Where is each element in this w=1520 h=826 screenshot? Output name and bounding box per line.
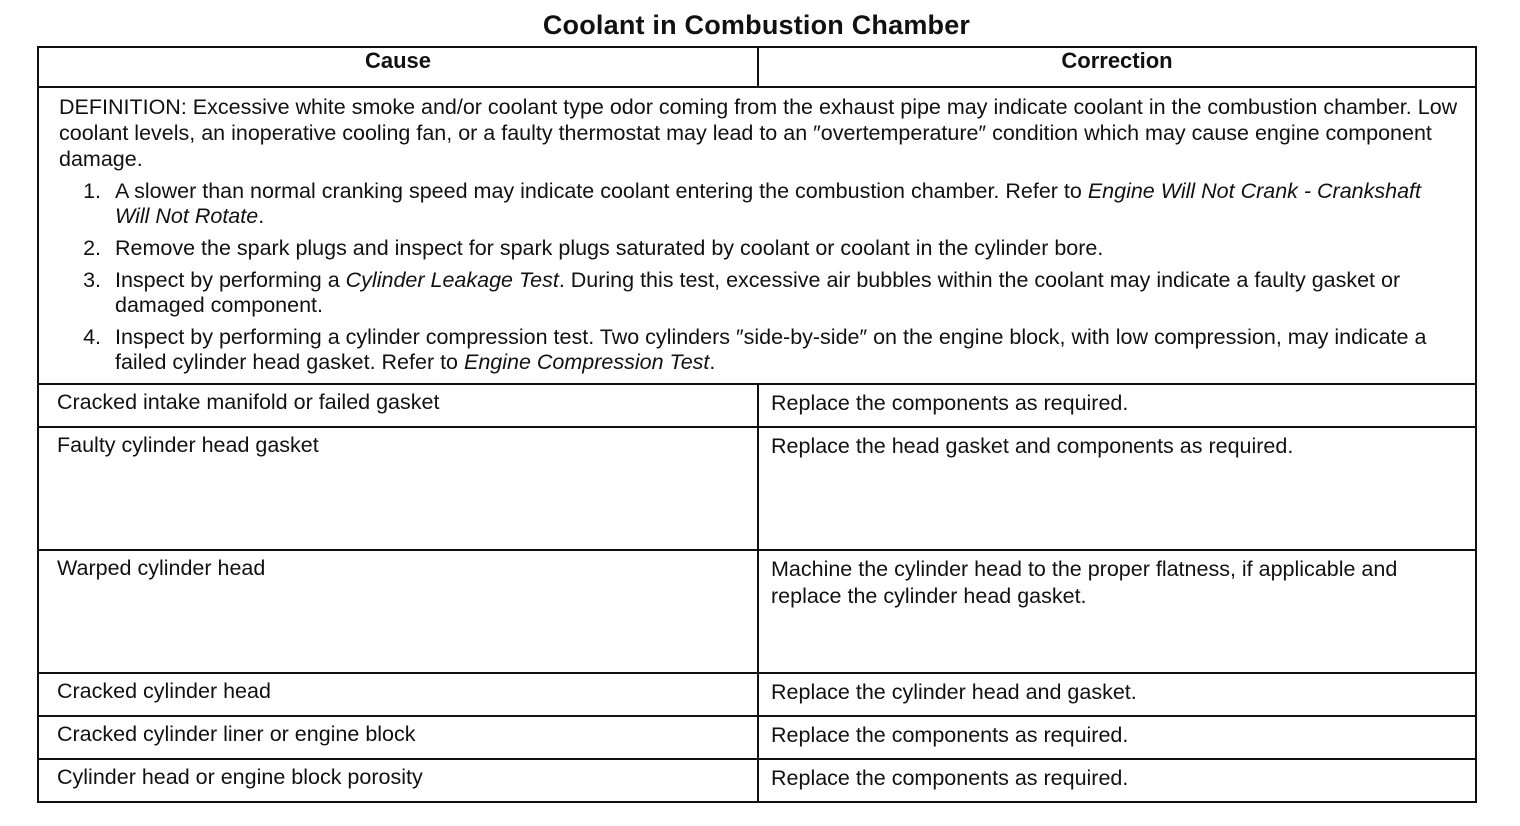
step-text [115,236,1459,261]
cause-cell: Cracked cylinder liner or engine block [38,716,758,759]
step-text-end: . [709,350,716,374]
step-text-end: . During this test, excessive air bubbles within the coolant may indicate a faulty gasket or damaged component. [115,268,1401,317]
step-text-plain: Inspect by performing a [115,268,346,292]
correction-cell: Replace the cylinder head and gasket. [758,673,1476,716]
correction-cell: Replace the components as required. [758,759,1476,802]
step-item [59,325,1459,375]
correction-header: Correction [758,47,1476,87]
step-text [115,325,1459,375]
table-row [38,716,1476,759]
step-number: 2. [83,236,101,260]
correction-cell: Machine the cylinder head to the proper flatness, if applicable and replace the cylinder head gasket. [758,550,1476,673]
step-reference: Engine Will Not Crank - Crankshaft Will Not Rotate [115,179,1421,228]
cause-cell: Faulty cylinder head gasket [38,427,758,550]
step-number: 3. [83,268,101,292]
cause-cell: Cracked cylinder head [38,673,758,716]
cause-cell: Warped cylinder head [38,550,758,673]
step-text [115,179,1459,229]
correction-cell: Replace the components as required. [758,384,1476,427]
diagnosis-table [37,46,1477,803]
definition-row [38,87,1476,384]
step-number: 1. [83,179,101,203]
cause-cell: Cracked intake manifold or failed gasket [38,384,758,427]
cause-cell: Cylinder head or engine block porosity [38,759,758,802]
steps-list [59,179,1459,375]
step-text-plain: A slower than normal cranking speed may indicate coolant entering the combustion chamber. Refer to [115,179,1088,203]
step-number: 4. [83,325,101,349]
step-reference: Cylinder Leakage Test [345,268,559,292]
cause-header: Cause [38,47,758,87]
correction-cell: Replace the components as required. [758,716,1476,759]
step-text [115,268,1459,318]
table-row [38,427,1476,550]
step-text-end: . [258,204,265,228]
step-item [59,268,1459,318]
table-row [38,759,1476,802]
step-item [59,236,1459,261]
header-row [38,47,1476,87]
correction-cell: Replace the head gasket and components as required. [758,427,1476,550]
step-text-plain: Inspect by performing a cylinder compression test. Two cylinders ″side-by-side″ on the engine block, with low compression, may indicate a failed cylinder head gasket. Refer to [115,325,1427,374]
step-text-plain: Remove the spark plugs and inspect for spark plugs saturated by coolant or coolant in the cylinder bore. [115,236,1104,260]
page-title: Coolant in Combustion Chamber [542,10,971,40]
definition-text: DEFINITION: Excessive white smoke and/or coolant type odor coming from the exhaust pipe may indicate coolant in the combustion chamber. Low coolant levels, an inoperative cooling fan, or a faulty thermostat may lead to an ″overtemperature″ condition which may cause engine component damage. [59,95,1458,171]
table-row [38,550,1476,673]
step-item [59,179,1459,229]
step-reference: Engine Compression Test [463,350,710,374]
table-row [38,673,1476,716]
table-row [38,384,1476,427]
definition-cell [38,87,1476,384]
